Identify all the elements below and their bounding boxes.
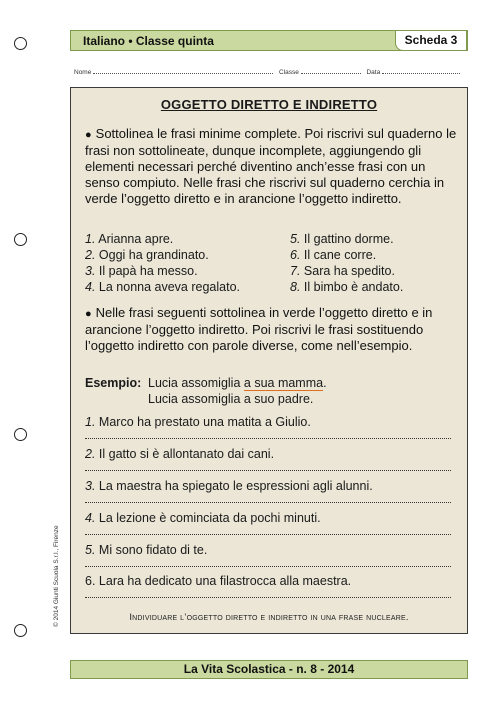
answer-line[interactable] <box>85 434 451 439</box>
worksheet-title: OGGETTO DIRETTO E INDIRETTO <box>160 97 378 112</box>
binder-hole-2 <box>14 233 27 246</box>
binder-hole-4 <box>14 624 27 637</box>
exercise-item: 3. La maestra ha spiegato le espressioni agli alunni. <box>85 479 451 503</box>
instruction-2-text: Nelle frasi seguenti sottolinea in verde l’oggetto diretto e in arancione l’oggetto indiretto. Poi riscrivi le frasi sostituendo l’oggetto indiretto con parole diverse, come nell’esempio. <box>85 305 433 353</box>
binder-hole-3 <box>14 428 27 441</box>
answer-line[interactable] <box>85 466 451 471</box>
sentence-item: 1. Arianna apre. <box>85 232 174 246</box>
sentence-item: 4. La nonna aveva regalato. <box>85 280 241 294</box>
header-bar <box>70 30 468 51</box>
name-label: Nome <box>74 69 92 76</box>
copyright-notice: © 2014 Giunti Scuola S.r.l., Firenze <box>53 525 60 627</box>
instruction-2 <box>85 305 457 354</box>
date-label: Data <box>366 69 381 76</box>
sentence-item: 7. Sara ha spedito. <box>290 264 395 278</box>
sentence-item: 8. Il bimbo è andato. <box>290 280 404 294</box>
worksheet-box <box>70 87 468 634</box>
answer-line[interactable] <box>85 498 451 503</box>
example-line-1: Lucia assomiglia a sua mamma. <box>148 376 327 390</box>
answer-line[interactable] <box>85 562 451 567</box>
exercise-item: 2. Il gatto si è allontanato dai cani. <box>85 447 451 471</box>
bullet-icon: ● <box>85 129 92 141</box>
date-field[interactable] <box>382 68 460 74</box>
example-label: Esempio: <box>85 376 142 390</box>
name-class-date-row <box>74 68 469 76</box>
exercise-item: 4. La lezione è cominciata da pochi minuti. <box>85 511 451 535</box>
exercise-item: 5. Mi sono fidato di te. <box>85 543 451 567</box>
bullet-icon: ● <box>85 308 92 320</box>
footer-bar: La Vita Scolastica - n. 8 - 2014 <box>70 660 468 679</box>
name-field[interactable] <box>93 68 273 74</box>
class-field[interactable] <box>301 68 361 74</box>
worksheet-tab: Scheda 3 <box>395 30 467 51</box>
sentence-item: 6. Il cane corre. <box>290 248 377 262</box>
sentence-item: 3. Il papà ha messo. <box>85 264 198 278</box>
exercise-item: 1. Marco ha prestato una matita a Giulio. <box>85 415 451 439</box>
sentence-item: 5. Il gattino dorme. <box>290 232 394 246</box>
class-label: Classe <box>278 69 299 76</box>
exercise-item: 6. Lara ha dedicato una filastrocca alla maestra. <box>85 574 451 598</box>
sentence-item: 2. Oggi ha grandinato. <box>85 248 209 262</box>
indirect-object-underline: a sua mamma <box>243 376 324 390</box>
learning-objective: Individuare l’oggetto diretto e indiretto in una frase nucleare. <box>129 612 409 623</box>
instruction-1-text: Sottolinea le frasi minime complete. Poi riscrivi sul quaderno le frasi non sottolineate, dunque incomplete, aggiungendo gli elementi necessari perché diventino anch’esse frasi con un senso compiuto. Nelle frasi che riscrivi sul quaderno cerchia in verde l’oggetto diretto e in arancione l’oggetto indiretto. <box>85 126 457 206</box>
binder-hole-1 <box>14 37 27 50</box>
instruction-1 <box>85 126 457 207</box>
answer-line[interactable] <box>85 530 451 535</box>
example-line-2: Lucia assomiglia a suo padre. <box>148 392 314 406</box>
answer-line[interactable] <box>85 593 451 598</box>
header-title: Italiano • Classe quinta <box>83 34 214 48</box>
